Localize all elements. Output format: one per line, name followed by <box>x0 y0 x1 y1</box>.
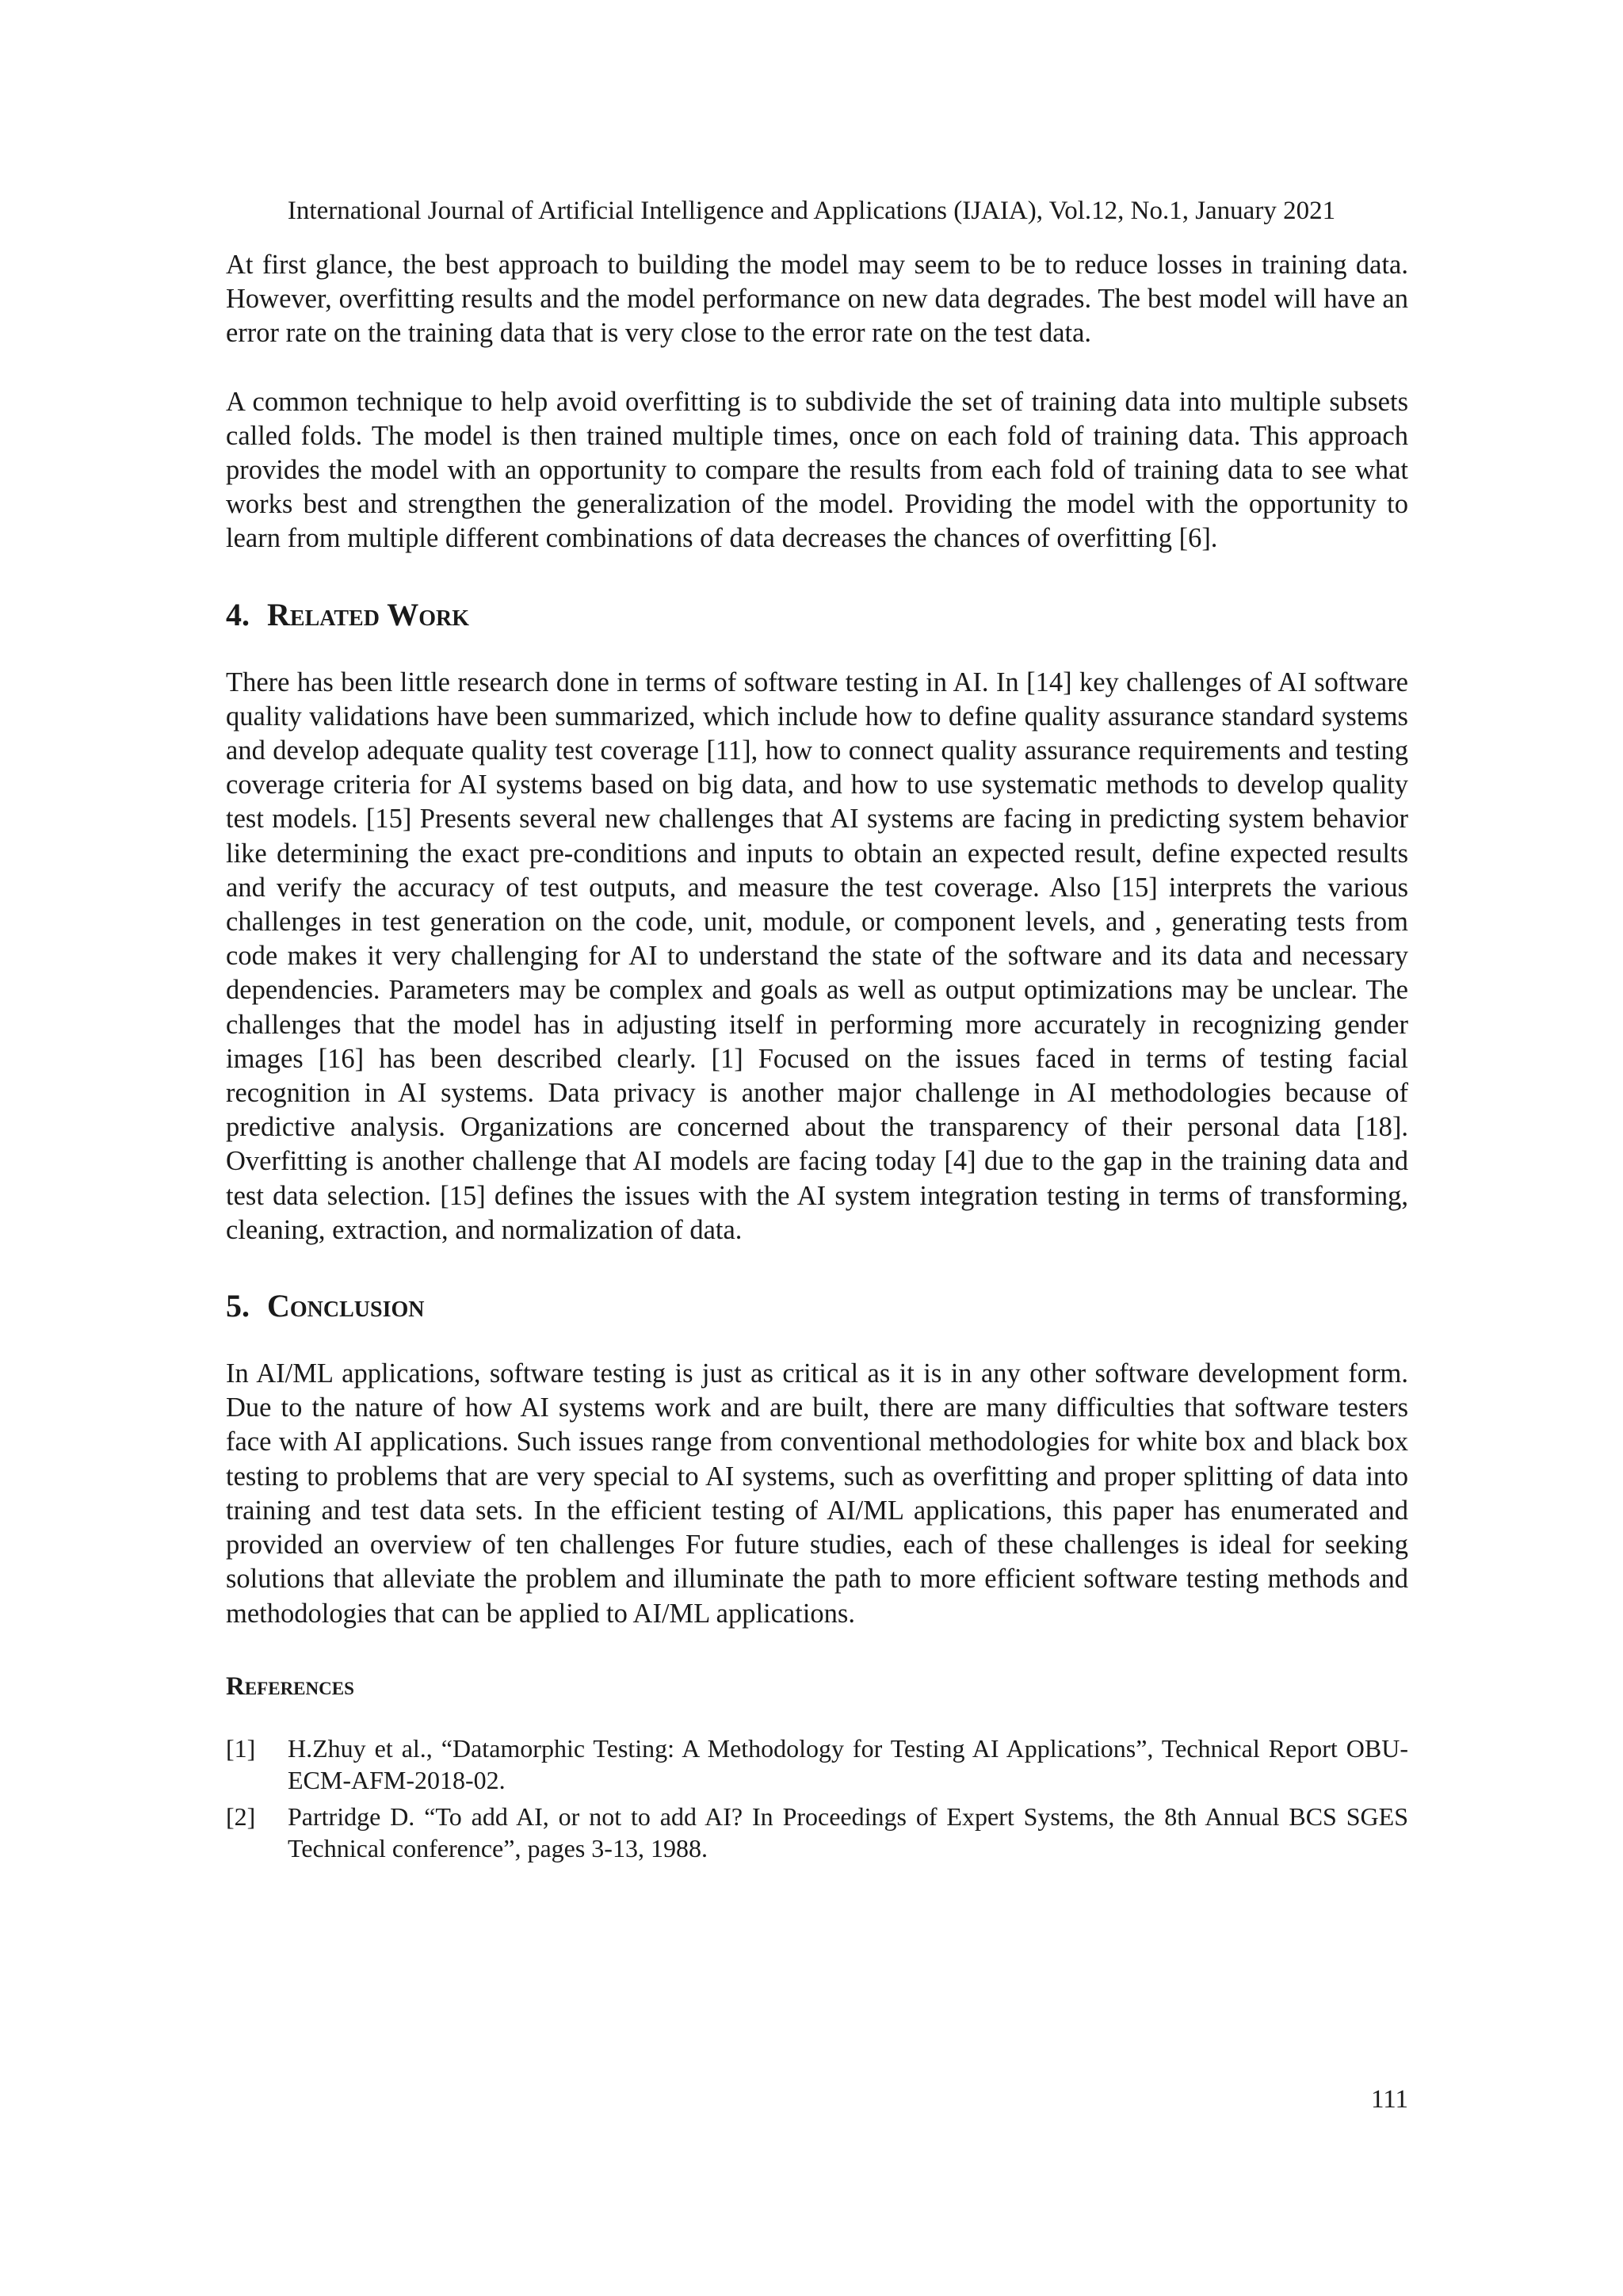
section-title: Conclusion <box>267 1288 425 1324</box>
section-heading-related-work <box>226 596 1408 634</box>
reference-item <box>226 1801 1408 1864</box>
intro-paragraph-2: A common technique to help avoid overfitting is to subdivide the set of training data into multiple subsets called folds. The model is then trained multiple times, once on each fold of training data. This approach provides the model with an opportunity to compare the results from each fold of training data to see what works best and strengthen the generalization of the model. Providing the model with the opportunity to learn from multiple different combinations of data decreases the chances of overfitting [6]. <box>226 386 1408 554</box>
reference-text: H.Zhuy et al., “Datamorphic Testing: A Methodology for Testing AI Applications”, Technical Report OBU-ECM-AFM-2018-02. <box>288 1733 1408 1794</box>
section-number: 4. <box>226 596 250 632</box>
section-number: 5. <box>226 1288 250 1324</box>
related-work-paragraph: There has been little research done in terms of software testing in AI. In [14] key challenges of AI software quality validations have been summarized, which include how to define quality assurance standard systems and develop adequate quality test coverage [11], how to connect quality assurance requirements and testing coverage criteria for AI systems based on big data, and how to use systematic methods to develop quality test models. [15] Presents several new challenges that AI systems are facing in predicting system behavior like determining the exact pre-conditions and inputs to obtain an expected result, define expected results and verify the accuracy of test outputs, and measure the test coverage. Also [15] interprets the various challenges in test generation on the code, unit, module, or component levels, and , generating tests from code makes it very challenging for AI to understand the state of the software and its data and necessary dependencies. Parameters may be complex and goals as well as output optimizations may be unclear. The challenges that the model has in adjusting itself in performing more accurately in recognizing gender images [16] has been described clearly. [1] Focused on the issues faced in terms of testing facial recognition in AI systems. Data privacy is another major challenge in AI methodologies because of predictive analysis. Organizations are concerned about the transparency of their personal data [18]. Overfitting is another challenge that AI models are facing today [4] due to the gap in the training data and test data selection. [15] defines the issues with the AI system integration testing in terms of transforming, cleaning, extraction, and normalization of data. <box>226 667 1408 1245</box>
reference-number: [1] <box>226 1733 256 1763</box>
section-heading-conclusion <box>226 1287 1408 1325</box>
conclusion-paragraph: In AI/ML applications, software testing is just as critical as it is in any other software development form. Due to the nature of how AI systems work and are built, there are many difficulties that software testers face with AI applications. Such issues range from conventional methodologies for white box and black box testing to problems that are very special to AI systems, such as overfitting and proper splitting of data into training and test data sets. In the efficient testing of AI/ML applications, this paper has enumerated and provided an overview of ten challenges For future studies, each of these challenges is ideal for seeking solutions that alleviate the problem and illuminate the path to more efficient software testing methods and methodologies that can be applied to AI/ML applications. <box>226 1358 1408 1629</box>
reference-item <box>226 1733 1408 1796</box>
references-heading: References <box>226 1671 354 1701</box>
reference-number: [2] <box>226 1801 256 1831</box>
running-header: International Journal of Artificial Intelligence and Applications (IJAIA), Vol.12, No.1, January 2021 <box>287 197 1336 225</box>
reference-text: Partridge D. “To add AI, or not to add AI? In Proceedings of Expert Systems, the 8th Annual BCS SGES Technical conference”, pages 3-13, 1988. <box>288 1801 1408 1862</box>
intro-paragraph-1: At first glance, the best approach to building the model may seem to be to reduce losses in training data. However, overfitting results and the model performance on new data degrades. The best model will have an error rate on the training data that is very close to the error rate on the test data. <box>226 250 1408 349</box>
section-title: Related Work <box>267 596 470 632</box>
page-number: 111 <box>1370 2085 1408 2114</box>
page-content <box>226 248 1408 1869</box>
